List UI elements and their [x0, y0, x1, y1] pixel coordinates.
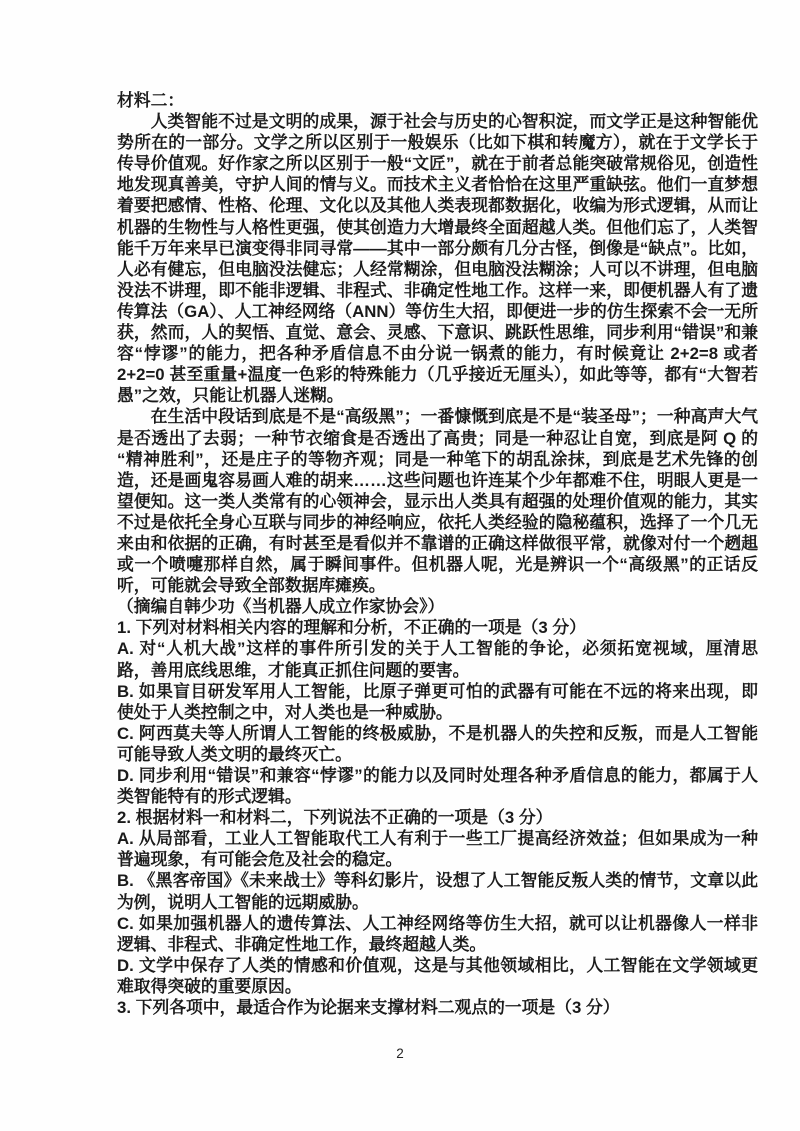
question-3-stem: 3. 下列各项中，最适合作为论据来支撑材料二观点的一项是（3 分）: [117, 998, 620, 1018]
question-1-option-c: C. 阿西莫夫等人所谓人工智能的终极威胁，不是机器人的失控和反叛，而是人工智能可能导致人类文明的最终灭亡。: [117, 723, 758, 764]
question-1-stem: 1. 下列对材料相关内容的理解和分析，不正确的一项是（3 分）: [117, 618, 586, 638]
question-2-option-b: B. 《黑客帝国》《未来战士》等科幻影片，设想了人工智能反叛人类的情节，文章以此为例，说明人工智能的远期威胁。: [117, 871, 758, 912]
question-1-option-d: D. 同步利用“错误”和兼容“悖谬”的能力以及同时处理各种矛盾信息的能力，都属于人类智能特有的形式逻辑。: [117, 766, 758, 807]
material-paragraph-1: 人类智能不过是文明的成果，源于社会与历史的心智积淀，而文学正是这种智能优势所在的一部分。文学之所以区别于一般娱乐（比如下棋和转魔方），就在于文学长于传导价值观。好作家之所以区别于一般“文匠”，就在于前者总能突破常规俗见，创造性地发现真善美，守护人间的情与义。而技术主义者恰恰在这里严重缺弦。他们一直梦想着要把感情、性格、伦理、文化以及其他人类表现都数据化，收编为形式逻辑，从而让机器的生物性与人格性更强，使其创造力大增最终全面超越人类。但他们忘了，人类智能千万年来早已演变得非同寻常——其中一部分颇有几分古怪，倒像是“缺点”。比如，人必有健忘，但电脑没法健忘；人经常糊涂，但电脑没法糊涂；人可以不讲理，但电脑没法不讲理，即不能非逻辑、非程式、非确定性地工作。这样一来，即便机器人有了遗传算法（GA）、人工神经网络（ANN）等仿生大招，即便进一步的仿生探索不会一无所获，然而，人的契悟、直觉、意会、灵感、下意识、跳跃性思维，同步利用“错误”和兼容“悖谬”的能力，把各种矛盾信息不由分说一锅煮的能力，有时候竟让 2+2=8 或者 2+2=0 甚至重量+温度一色彩的特殊能力（几乎接近无厘头），如此等等，都有“大智若愚”之效，只能让机器人迷糊。: [117, 112, 758, 406]
question-1-option-a: A. 对“人机大战”这样的事件所引发的关于人工智能的争论，必须拓宽视域，厘清思路，善用底线思维，才能真正抓住问题的要害。: [117, 639, 758, 680]
question-2-option-c: C. 如果加强机器人的遗传算法、人工神经网络等仿生大招，就可以让机器像人一样非逻辑、非程式、非确定性地工作，最终超越人类。: [117, 913, 758, 954]
question-2-option-a: A. 从局部看，工业人工智能取代工人有利于一些工厂提高经济效益；但如果成为一种普遍现象，有可能会危及社会的稳定。: [117, 829, 758, 870]
source-attribution: （摘编自韩少功《当机器人成立作家协会》）: [117, 597, 445, 617]
question-2-stem: 2. 根据材料一和材料二，下列说法不正确的一项是（3 分）: [117, 808, 553, 828]
page-number: 2: [396, 1046, 404, 1061]
question-2-option-d: D. 文学中保存了人类的情感和价值观，这是与其他领域相比，人工智能在文学领域更难取得突破的重要原因。: [117, 955, 758, 996]
material-paragraph-2: 在生活中段话到底是不是“高级黑”；一番慷慨到底是不是“装圣母”；一种高声大气是否透出了去弱；一种节衣缩食是否透出了高贵；同是一种忍让自宽，到底是阿 Q 的“精神胜利”，还是庄子的等物齐观；同是一种笔下的胡乱涂抹，到底是艺术先锋的创造，还是画鬼容易画人难的胡来……这些问题也许连某个少年都难不住，明眼人更是一望便知。这一类人类常有的心领神会，显示出人类具有超强的处理价值观的能力，其实不过是依托全身心互联与同步的神经响应，依托人类经验的隐秘蕴积，选择了一个几无来由和依据的正确，有时甚至是看似并不靠谱的正确这样做很平常，就像对付一个趔趄或一个喷嚏那样自然，属于瞬间事件。但机器人呢，光是辨识一个“高级黑”的正话反听，可能就会导致全部数据库瘫痪。: [117, 407, 758, 596]
text-column: [117, 90, 758, 1018]
question-1-option-b: B. 如果盲目研发军用人工智能，比原子弹更可怕的武器有可能在不远的将来出现，即使处于人类控制之中，对人类也是一种威胁。: [117, 681, 758, 722]
material-two-heading: 材料二：: [117, 91, 185, 110]
